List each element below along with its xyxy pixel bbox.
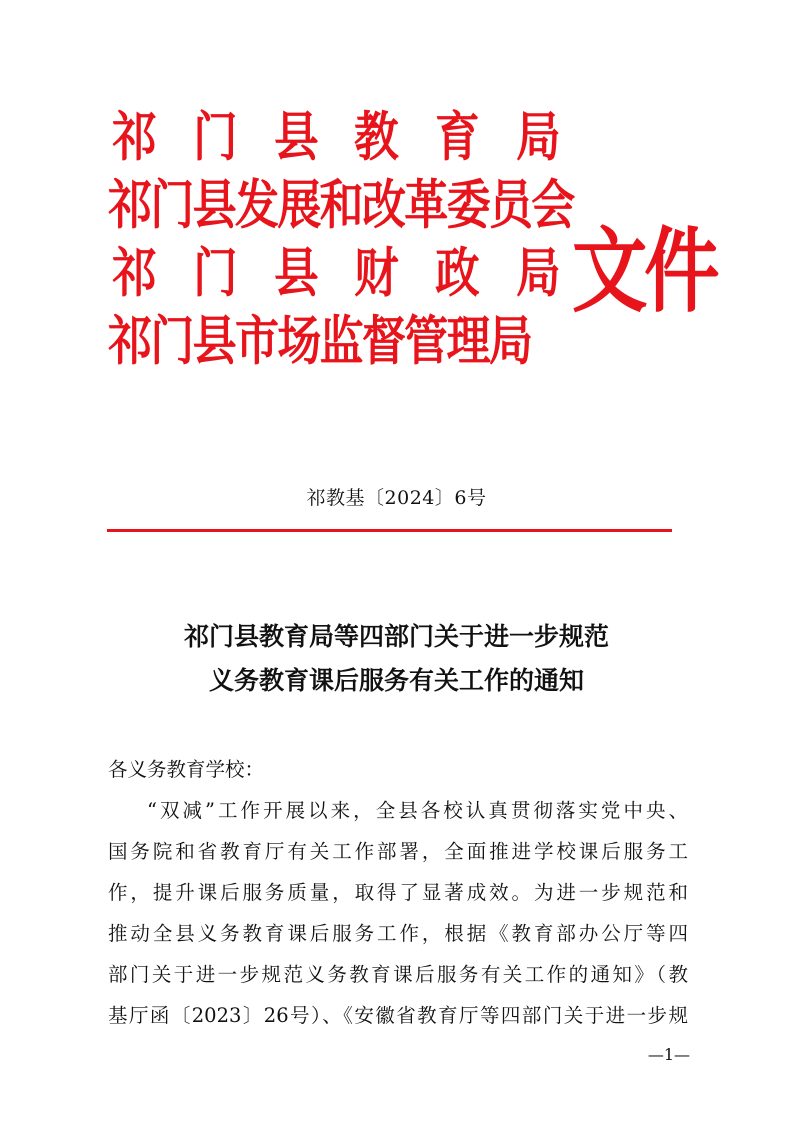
body-line: 部门关于进一步规范义务教育课后服务有关工作的通知》（教 <box>108 963 688 986</box>
issuer-market-supervision-bureau: 祁门县市场监督管理局 <box>108 311 532 372</box>
body-line: 国务院和省教育厅有关工作部署，全面推进学校课后服务工 <box>108 840 688 863</box>
body-line: 推动全县义务教育课后服务工作，根据《教育部办公厅等四 <box>108 922 688 945</box>
document-number: 祁教基〔2024〕6号 <box>306 487 487 509</box>
issuer-development-reform-commission: 祁门县发展和改革委员会 <box>108 175 574 236</box>
body-line: 基厅函〔2023〕26号）、《安徽省教育厅等四部门关于进一步规 <box>108 1004 688 1027</box>
title-line-2: 义务教育课后服务有关工作的通知 <box>208 666 584 695</box>
red-divider <box>107 529 672 532</box>
document-title <box>0 615 793 703</box>
issuer-education-bureau: 祁 门 县 教 育 局 <box>112 107 559 168</box>
salutation: 各义务教育学校： <box>108 758 265 781</box>
issuing-authorities <box>108 104 574 376</box>
page-number: —1— <box>647 1045 690 1064</box>
body-line: 作，提升课后服务质量，取得了显著成效。为进一步规范和 <box>108 881 688 904</box>
title-line-1: 祁门县教育局等四部门关于进一步规范 <box>183 622 609 651</box>
body-line: “双减”工作开展以来，全县各校认真贯彻落实党中央、 <box>147 799 688 822</box>
body-paragraph <box>108 790 688 1036</box>
issuer-finance-bureau: 祁 门 县 财 政 局 <box>112 243 559 304</box>
document-suffix: 文件 <box>572 218 717 325</box>
